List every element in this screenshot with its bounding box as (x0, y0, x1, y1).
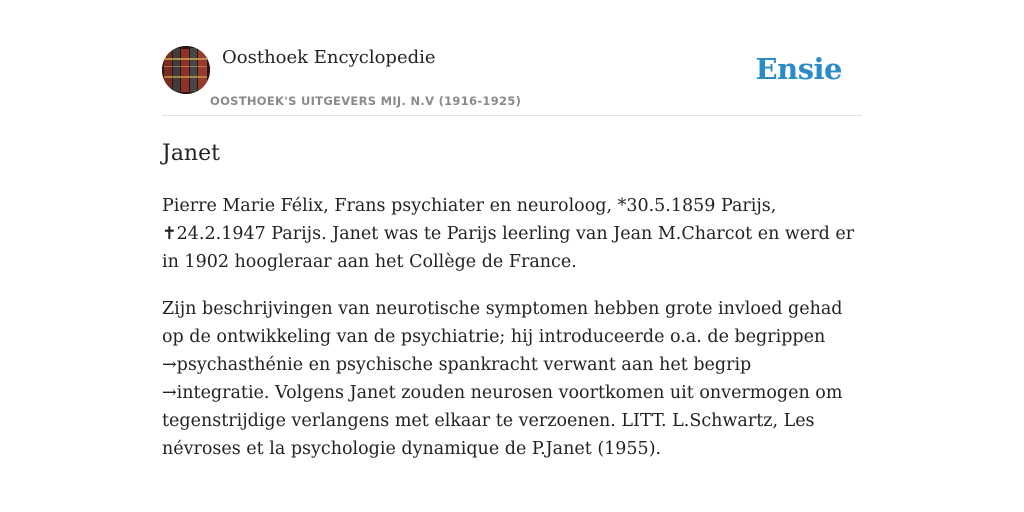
article (162, 138, 862, 463)
book-spines-icon[interactable] (162, 46, 210, 94)
brand-subtitle: OOSTHOEK'S UITGEVERS MIJ. N.V (1916-1925) (210, 94, 522, 108)
article-title: Janet (162, 141, 220, 166)
article-paragraph: Zijn beschrijvingen van neurotische symptomen hebben grote invloed gehad op de ontwikkeling van de psychiatrie; hij introduceerde o.a. de begrippen →psychasthénie en psychische spankracht verwant aan het begrip →integratie. Volgens Janet zouden neurosen voortkomen uit onvermogen om tegenstrijdige verlangens met elkaar te verzoenen. LITT. L.Schwartz, Les névroses et la psychologie dynamique de P.Janet (1955). (162, 299, 843, 459)
brand-name[interactable]: Oosthoek Encyclopedie (222, 47, 436, 68)
article-paragraph: Pierre Marie Félix, Frans psychiater en neuroloog, *30.5.1859 Parijs, ✝24.2.1947 Parijs. Janet was te Parijs leerling van Jean M.Charcot en werd er in 1902 hoogleraar aan het Collège de France. (162, 196, 855, 272)
site-logo[interactable]: Ensie (755, 52, 842, 86)
site-header (162, 46, 862, 116)
